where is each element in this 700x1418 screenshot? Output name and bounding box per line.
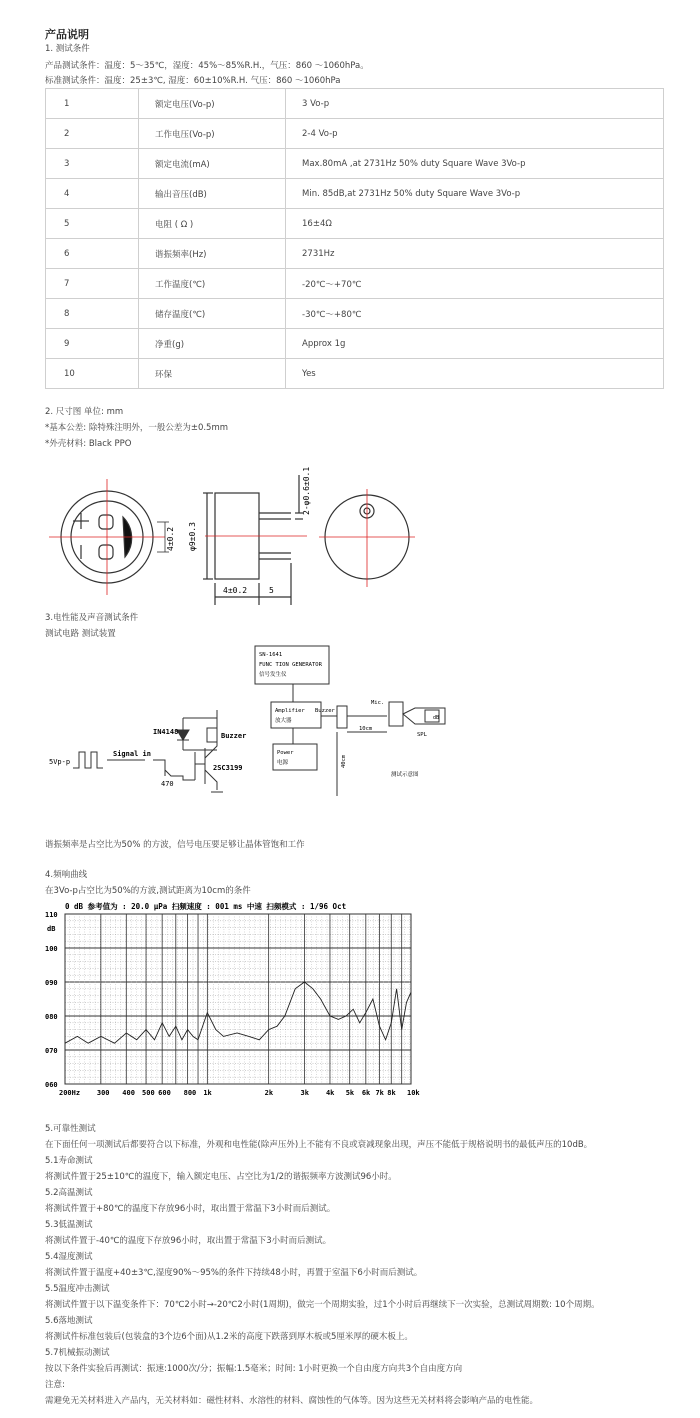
reliability-item-text: 将测试件置于以下温变条件下：70℃2小时→-20℃2小时(1周期)，做完一个周期实验，过1个小时后再继续下一次实验，总测试周期数: 10个周期。 [45, 1300, 600, 1310]
spec-no: 6 [46, 239, 139, 269]
spec-row [46, 89, 664, 119]
spec-value: Min. 85dB,at 2731Hz 50% duty Square Wave 3Vo-p [286, 179, 664, 209]
spec-row [46, 179, 664, 209]
spec-row [46, 119, 664, 149]
reliability-item-heading: 5.5温度冲击测试 [45, 1284, 110, 1294]
power-cn: 电源 [277, 760, 289, 766]
spec-value: Approx 1g [286, 329, 664, 359]
reliability-item-heading: 5.4湿度测试 [45, 1252, 93, 1262]
spec-row [46, 359, 664, 389]
reliability-heading: 5.可靠性测试 [45, 1124, 96, 1134]
generator-model: SN-1641 [259, 652, 283, 658]
signal-in-label: Signal in [113, 750, 151, 758]
plot-frame [65, 914, 411, 1084]
spec-value: Yes [286, 359, 664, 389]
generator-cn: 信号发生仪 [259, 672, 287, 678]
transistor-label: 2SC3199 [213, 764, 243, 772]
x-tick-label: 1k [203, 1089, 212, 1097]
reliability-item-text: 按以下条件实验后再测试：振速:1000次/分；振幅:1.5毫米；时间: 1小时更换一个自由度方向共3个自由度方向 [45, 1364, 463, 1374]
material-note: *外壳材料: Black PPO [45, 439, 132, 449]
y-tick-label: 110 [45, 911, 58, 919]
spec-row [46, 329, 664, 359]
spec-value: Max.80mA ,at 2731Hz 50% duty Square Wave 3Vo-p [286, 149, 664, 179]
x-tick-label: 7k [375, 1089, 384, 1097]
mic-label: Mic. [371, 700, 385, 706]
spec-name: 储存温度(℃) [139, 299, 286, 329]
spec-name: 额定电压(Vo-p) [139, 89, 286, 119]
setup-caption: 测试示意图 [391, 772, 419, 778]
spec-value: -20℃～+70℃ [286, 269, 664, 299]
spec-name: 谐振频率(Hz) [139, 239, 286, 269]
x-tick-label: 200Hz [59, 1089, 81, 1097]
x-tick-label: 4k [325, 1089, 335, 1097]
dim-pin-label: 2-φ0.6±0.1 [302, 466, 311, 515]
frequency-response-sub: 在3Vo-p占空比为50%的方波,测试距离为10cm的条件 [45, 886, 251, 896]
y-unit-label: dB [47, 925, 56, 933]
reliability-item-heading: 5.2高温测试 [45, 1188, 93, 1198]
note-text: 需避免无关材料进入产品内，无关材料如：磁性材料、水溶性的材料、腐蚀性的气体等。因为这些无关材料将会影响产品的电性能。 [45, 1396, 539, 1406]
distance-label: 10cm [359, 726, 373, 732]
y-tick-label: 090 [45, 979, 58, 987]
x-tick-label: 400 [122, 1089, 135, 1097]
spec-value: 16±4Ω [286, 209, 664, 239]
spec-name: 净重(g) [139, 329, 286, 359]
product-test-conditions: 产品测试条件：温度：5～35℃，湿度：45%～85%R.H.，气压：860 ～1060hPa。 [45, 61, 369, 71]
frequency-response-chart [45, 900, 420, 1100]
spec-no: 10 [46, 359, 139, 389]
spec-name: 工作温度(℃) [139, 269, 286, 299]
spec-table [45, 88, 664, 389]
reliability-item-heading: 5.7机械振动测试 [45, 1348, 110, 1358]
reliability-item-heading: 5.3低温测试 [45, 1220, 93, 1230]
spec-value: 3 Vo-p [286, 89, 664, 119]
tolerance-note: *基本公差: 除特殊注明外，一般公差为±0.5mm [45, 423, 229, 433]
buzzer-label: Buzzer [221, 732, 247, 740]
spec-row [46, 299, 664, 329]
x-tick-label: 300 [96, 1089, 110, 1097]
spec-name: 输出音压(dB) [139, 179, 286, 209]
spec-no: 3 [46, 149, 139, 179]
x-tick-label: 500 [142, 1089, 155, 1097]
dimensions-heading: 2. 尺寸图 单位: mm [45, 407, 124, 417]
page-title: 产品说明 [45, 28, 89, 41]
setup-buzzer-label: Buzzer [315, 708, 335, 714]
y-tick-label: 100 [45, 945, 58, 953]
dim-pin-length-label: 5 [269, 586, 274, 595]
spec-row [46, 239, 664, 269]
dim-pitch-label: 4±0.2 [166, 526, 175, 551]
spec-no: 2 [46, 119, 139, 149]
spl-label: SPL [417, 732, 427, 738]
reliability-item-text: 将测试件置于-40℃的温度下存放96小时，取出置于常温下3小时而后测试。 [45, 1236, 332, 1246]
test-circuit-diagram [45, 640, 465, 810]
spec-row [46, 269, 664, 299]
y-tick-label: 070 [45, 1047, 58, 1055]
spec-name: 环保 [139, 359, 286, 389]
power-box [273, 744, 317, 770]
y-tick-label: 060 [45, 1081, 58, 1089]
y-tick-label: 080 [45, 1013, 58, 1021]
spec-name: 工作电压(Vo-p) [139, 119, 286, 149]
reliability-item-text: 将测试件置于25±10℃的温度下，输入额定电压、占空比为1/2的谐振频率方波测试96小时。 [45, 1172, 397, 1182]
amplifier-cn: 放大器 [275, 718, 292, 724]
reliability-intro: 在下面任何一项测试后都要符合以下标准，外观和电性能(除声压外)上不能有不良或衰减现象出现，声压不能低于规格说明书的最低声压的10dB。 [45, 1140, 593, 1150]
dim-diameter-label: φ9±0.3 [188, 522, 197, 551]
spec-no: 4 [46, 179, 139, 209]
x-tick-label: 6k [361, 1089, 371, 1097]
spec-value: 2-4 Vo-p [286, 119, 664, 149]
amplifier-label: Amplifier [275, 708, 305, 714]
reliability-item-heading: 5.1寿命测试 [45, 1156, 93, 1166]
source-label: 5Vp-p [49, 758, 71, 766]
side-distance-label: 40cm [341, 754, 347, 768]
spec-name: 额定电流(mA) [139, 149, 286, 179]
amplifier-box [271, 702, 321, 728]
reliability-section [45, 1121, 665, 1409]
spec-no: 7 [46, 269, 139, 299]
test-circuit-subheading: 测试电路 测试装置 [45, 629, 116, 639]
resonance-description: 谐振频率是占空比为50% 的方波，信号电压要足够让晶体管饱和工作 [45, 840, 305, 850]
spec-value: 2731Hz [286, 239, 664, 269]
reliability-item-text: 将测试件置于温度+40±3℃,湿度90%～95%的条件下持续48小时，再置于室温下6小时而后测试。 [45, 1268, 423, 1278]
spec-row [46, 209, 664, 239]
x-tick-label: 8k [387, 1089, 396, 1097]
frequency-response-heading: 4.频响曲线 [45, 870, 88, 880]
dimension-drawing [45, 455, 665, 605]
reliability-item-text: 将测试件标准包装后(包装盒的3个边6个面)从1.2米的高度下跌落到厚木板或5厘米厚的硬木板上。 [45, 1332, 413, 1342]
x-tick-label: 800 [183, 1089, 197, 1097]
spec-name: 电阻 ( Ω ) [139, 209, 286, 239]
x-tick-label: 5k [345, 1089, 355, 1097]
x-tick-label: 3k [300, 1089, 309, 1097]
x-tick-label: 2k [264, 1089, 274, 1097]
x-tick-label: 10k [407, 1089, 420, 1097]
power-label: Power [277, 750, 294, 756]
standard-test-conditions: 标准测试条件：温度：25±3℃, 湿度：60±10%R.H. 气压：860 ～1060hPa [45, 76, 341, 86]
spec-no: 1 [46, 89, 139, 119]
diode-label: IN4148 [153, 728, 179, 736]
series-line [65, 982, 411, 1043]
spec-no: 8 [46, 299, 139, 329]
chart-header: 0 dB 参考值为 : 20.0 μPa 扫频速度 : 001 ms 中速 扫频模式 : 1/96 Oct [65, 902, 347, 911]
spec-row [46, 149, 664, 179]
dim-height-label: 4±0.2 [223, 586, 248, 595]
reliability-item-text: 将测试件置于+80℃的温度下存放96小时，取出置于常温下3小时而后测试。 [45, 1204, 336, 1214]
generator-type: FUNC TION GENERATOR [259, 662, 322, 668]
spl-db-label: dB [433, 715, 440, 721]
x-tick-label: 600 [158, 1089, 171, 1097]
spec-no: 9 [46, 329, 139, 359]
test-conditions-heading: 1. 测试条件 [45, 44, 90, 54]
resistor-label: 470 [161, 780, 174, 788]
reliability-item-heading: 5.6落地测试 [45, 1316, 93, 1326]
spec-no: 5 [46, 209, 139, 239]
buzzer-side-view [203, 475, 303, 605]
note-heading: 注意: [45, 1380, 65, 1390]
electrical-heading: 3.电性能及声音测试条件 [45, 613, 139, 623]
spec-value: -30℃～+80℃ [286, 299, 664, 329]
